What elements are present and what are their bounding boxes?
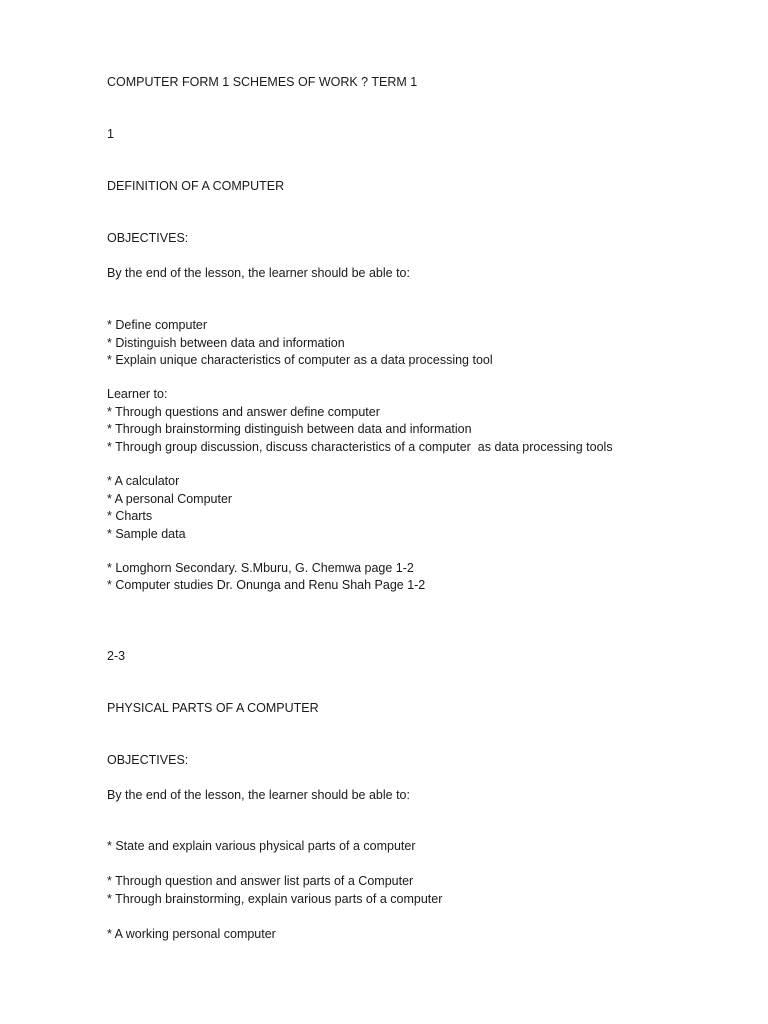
resource-item: * Sample data (107, 526, 186, 541)
week-number: 1 (107, 127, 114, 141)
activity-item: * Through group discussion, discuss characteristics of a computer as data processing tools (107, 439, 613, 454)
resource-item: * Charts (107, 509, 153, 523)
objective-item: * Define computer (107, 318, 208, 332)
objective-item: * Explain unique characteristics of computer as a data processing tool (107, 353, 493, 367)
resource-item: * A personal Computer (107, 491, 233, 506)
reference-item: * Computer studies Dr. Onunga and Renu Shah Page 1-2 (107, 578, 426, 592)
objectives-heading: OBJECTIVES: (107, 753, 189, 767)
topic-heading: DEFINITION OF A COMPUTER (107, 179, 285, 193)
resource-item: * A calculator (107, 474, 180, 488)
reference-item: * Lomghorn Secondary. S.Mburu, G. Chemwa page 1-2 (107, 560, 414, 575)
activities-heading: Learner to: (107, 387, 168, 401)
objective-item: * State and explain various physical parts of a computer (107, 839, 416, 853)
objectives-intro: By the end of the lesson, the learner should be able to: (107, 266, 410, 280)
objectives-intro: By the end of the lesson, the learner should be able to: (107, 787, 410, 802)
objective-item: * Distinguish between data and information (107, 335, 345, 350)
objectives-heading: OBJECTIVES: (107, 231, 189, 245)
activity-item: * Through question and answer list parts of a Computer (107, 874, 414, 888)
activity-item: * Through questions and answer define computer (107, 404, 380, 419)
resource-item: * A working personal computer (107, 927, 276, 941)
activity-item: * Through brainstorming distinguish between data and information (107, 422, 472, 436)
topic-heading: PHYSICAL PARTS OF A COMPUTER (107, 701, 319, 715)
activity-item: * Through brainstorming, explain various parts of a computer (107, 891, 443, 906)
week-number: 2-3 (107, 649, 126, 663)
document-title: COMPUTER FORM 1 SCHEMES OF WORK ? TERM 1 (107, 75, 418, 89)
